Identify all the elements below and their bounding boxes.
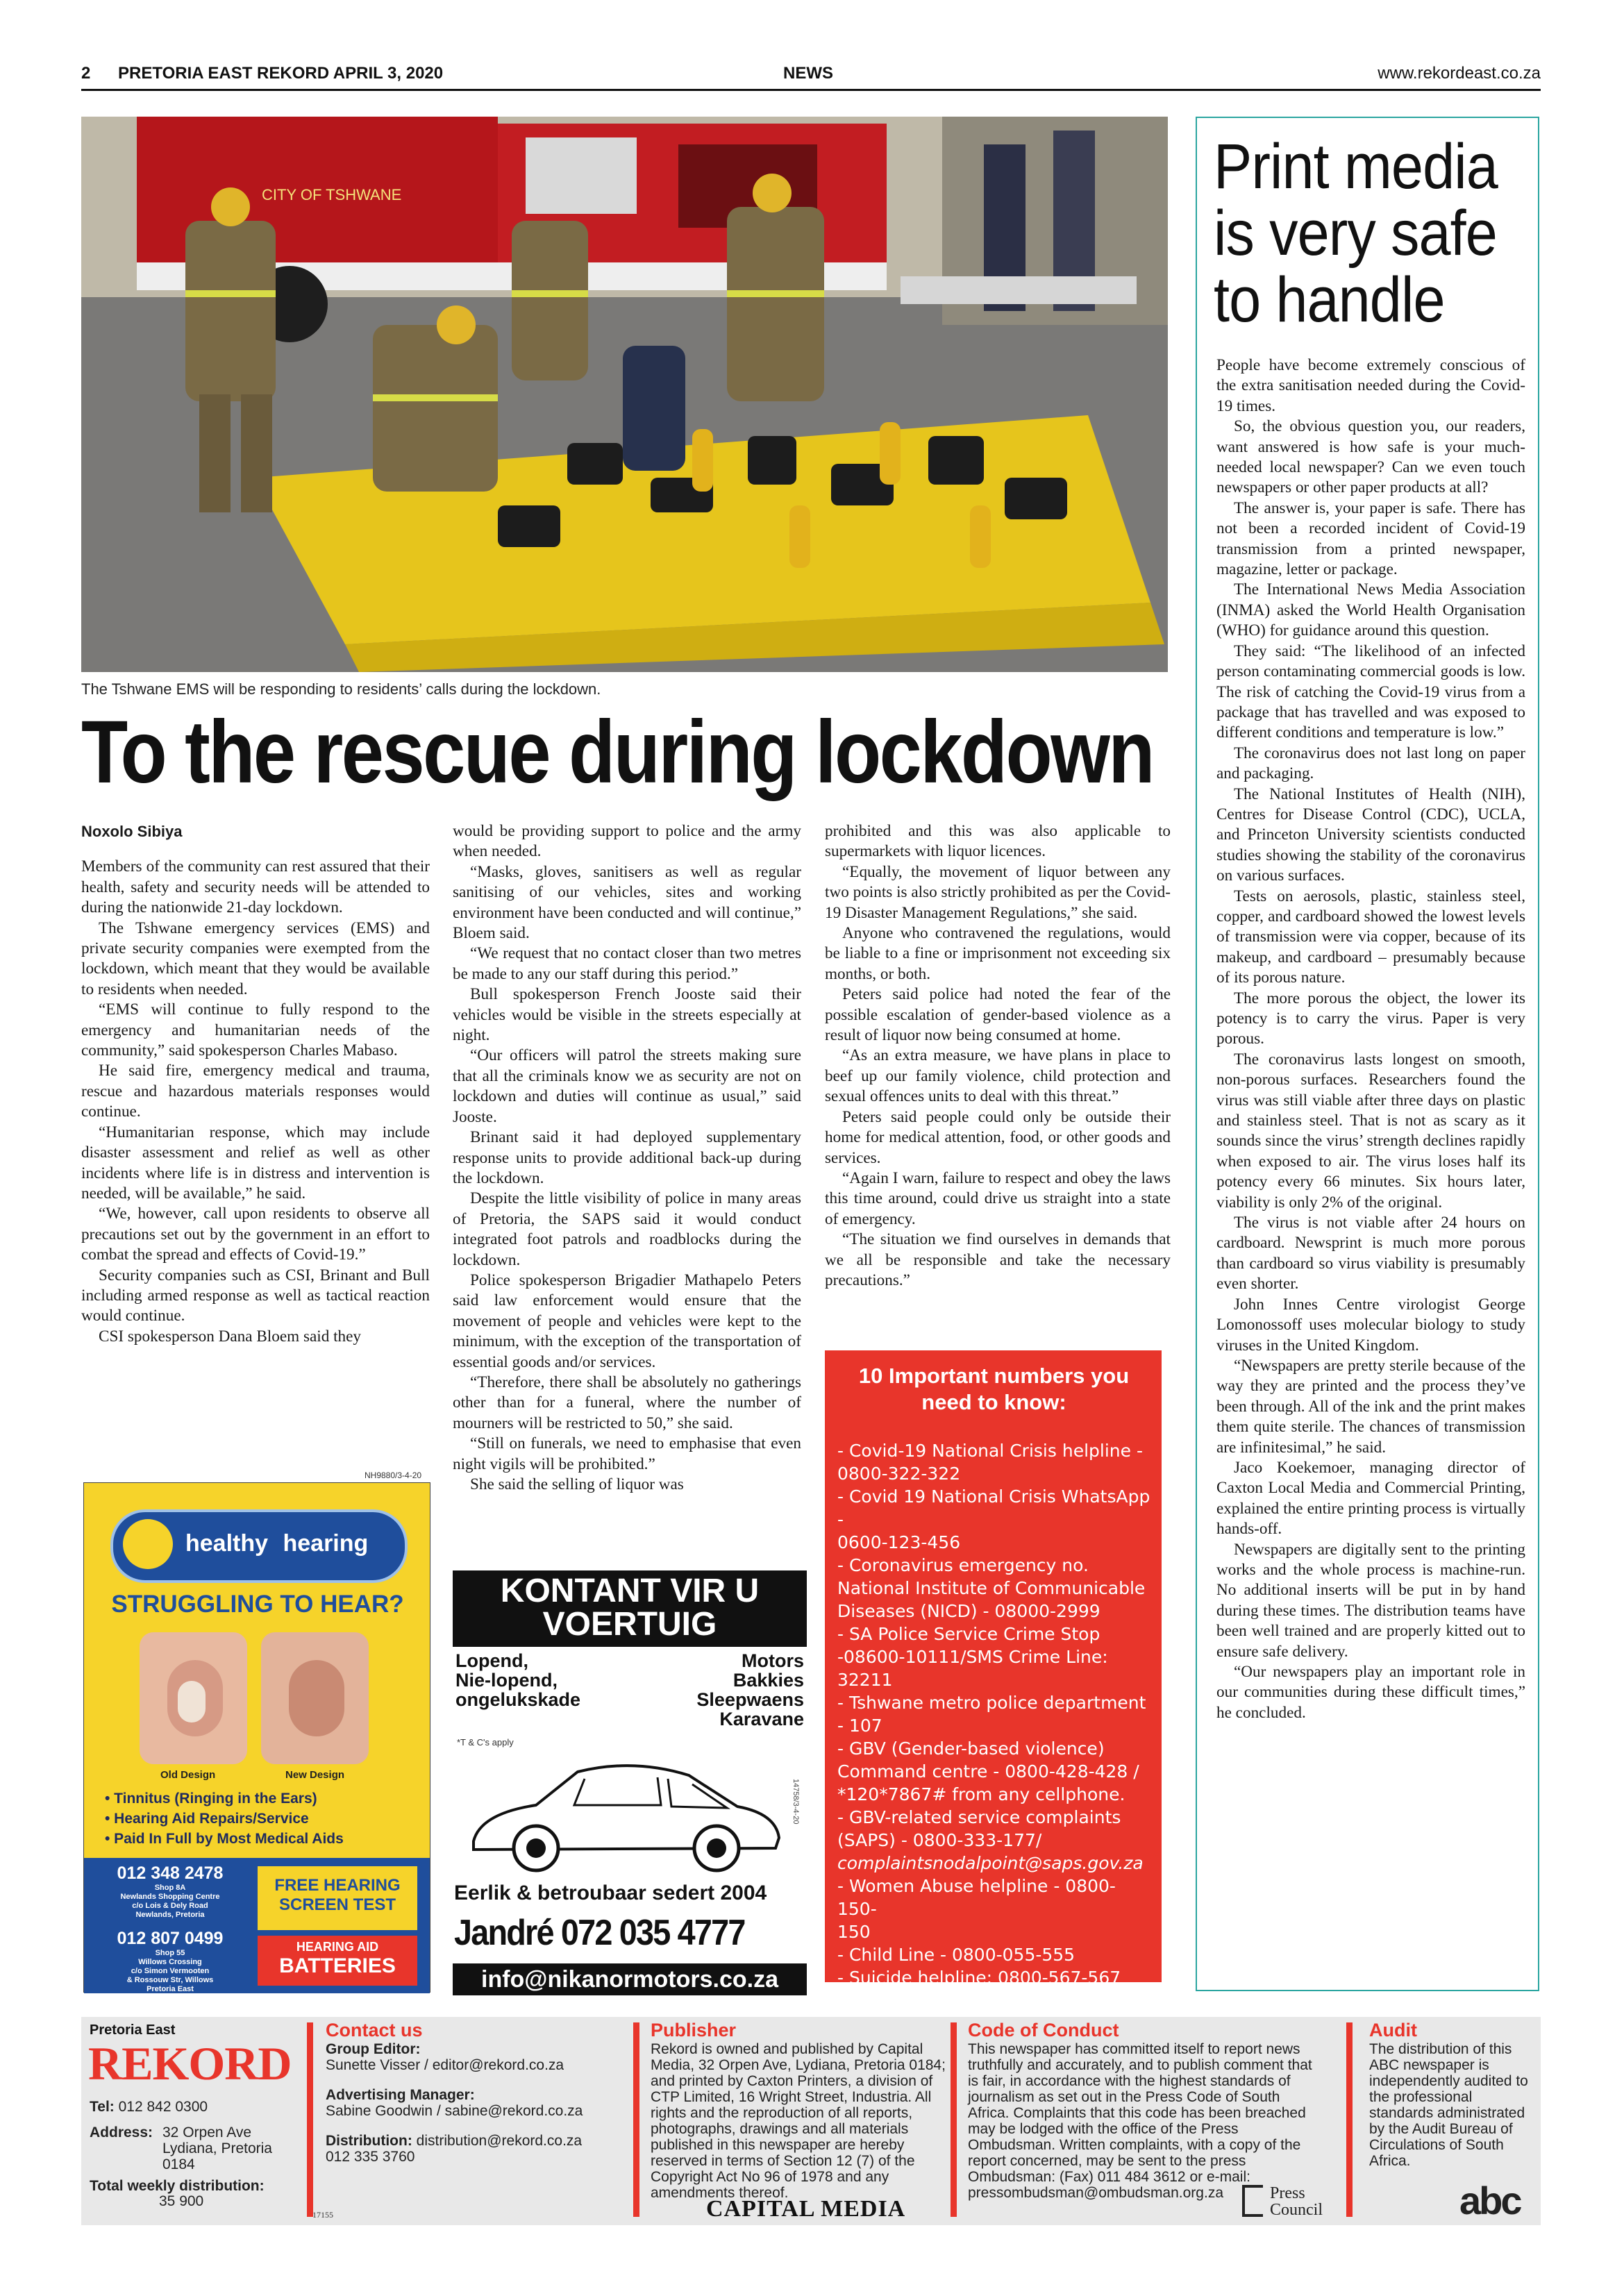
section-divider: [1346, 2022, 1353, 2217]
editor-label: Group Editor:: [326, 2041, 421, 2057]
article-headline: To the rescue during lockdown: [81, 703, 1153, 802]
article-paragraph: Anyone who contravened the regulations, would be liable to a fine or imprisonment not exceeding six months, or both.: [825, 924, 1171, 983]
motors-ad[interactable]: [453, 1570, 807, 1995]
article-paragraph: “EMS will continue to fully respond to the emergency and humanitarian needs of the community,” said spokesperson Charles Mabaso.: [81, 1000, 430, 1060]
distribution-value: 35 900: [159, 2193, 204, 2209]
press-council-logo: Press Council: [1270, 2184, 1323, 2219]
number-line: - Child Line - 0800-055-555: [837, 1945, 1075, 1965]
distribution-contact-label: Distribution:: [326, 2133, 412, 2149]
sidebar-title: Print media is very safe to handle: [1214, 131, 1498, 335]
important-numbers-title: 10 Important numbers you need to know:: [858, 1364, 1130, 1414]
distribution-contact-value[interactable]: distribution@rekord.co.za 012 335 3760: [326, 2133, 583, 2165]
section-divider: [307, 2022, 313, 2217]
ads-label: Advertising Manager:: [326, 2087, 475, 2103]
article-paragraph: would be providing support to police and the army when needed.: [453, 822, 801, 861]
article-paragraph: CSI spokesperson Dana Bloem said they: [99, 1327, 362, 1346]
hearing-bullet: • Tinnitus (Ringing in the Ears): [105, 1791, 317, 1807]
article-paragraph: Despite the little visibility of police in many areas of Pretoria, the SAPS said it would conduct integrated foot patrols and roadblocks during the lockdown.: [453, 1189, 801, 1269]
sidebar-paragraph: Jaco Koekemoer, managing director of Caxton Local Media and Commercial Printing, explained the entire printing process is virtually hands-off.: [1216, 1458, 1525, 1539]
number-line: 0600-123-456: [837, 1532, 961, 1552]
audit-section: [1369, 2020, 1536, 2169]
article-paragraph: “We request that no contact closer than two metres be made to any our staff during this period.”: [453, 944, 801, 983]
sidebar-paragraph: John Innes Centre virologist George Lomonossoff uses molecular biology to study viruses in the United Kingdom.: [1216, 1295, 1525, 1355]
paper-date: PRETORIA EAST REKORD APRIL 3, 2020: [118, 64, 444, 83]
hearing-address-1: Shop 8A Newlands Shopping Centre c/o Lois & Dely Road Newlands, Pretoria: [120, 1884, 220, 1919]
sidebar-paragraph: “Our newspapers play an important role in our communities during these difficult times,” he concluded.: [1216, 1663, 1525, 1722]
number-line: - Covid-19 National Crisis helpline -: [837, 1441, 1143, 1461]
audit-text: The distribution of this ABC newspaper is independently audited to the professional standards administrated by the Audit Bureau of Circulations of South Africa.: [1369, 2041, 1528, 2169]
truck-lettering: CITY OF TSHWANE: [262, 186, 402, 203]
header-rule: [81, 89, 1541, 91]
new-design-label: New Design: [285, 1769, 345, 1781]
tel-label: Tel:: [90, 2099, 115, 2115]
number-line: National Institute of Communicable: [837, 1578, 1146, 1598]
section-divider: [951, 2022, 957, 2217]
number-line: - SA Police Service Crime Stop: [837, 1624, 1100, 1644]
article-paragraph: “Again I warn, failure to respect and obey the laws this time around, could drive us straight into a state of emergency.: [825, 1168, 1171, 1228]
code-text: This newspaper has committed itself to report news truthfully and accurately, and to publish comment that is fair, in accordance with the highest standards of journalism as set out in the Press Code of South Africa. Complaints that this code has been breached may be lodged with the office of the Press Ombudsman. Written complaints, with a copy of the report concerned, may be sent to the press Ombudsman: (Fax) 011 484 3612 or e-mail: pressombudsman@ombudsman.org.za: [968, 2041, 1312, 2201]
article-paragraph: Members of the community can rest assured that their health, safety and security needs will be attended to during the nationwide 21-day lockdown.: [81, 857, 430, 917]
hearing-bullet: • Paid In Full by Most Medical Aids: [105, 1831, 344, 1847]
sidebar-paragraph: The answer is, your paper is safe. There has not been a recorded incident of Covid-19 transmission from a printed newspaper, magazine, letter or package.: [1216, 498, 1525, 579]
number-line: - Tshwane metro police department: [837, 1693, 1146, 1713]
article-paragraph: “Our officers will patrol the streets making sure that all the criminals know we as security are not on lockdown and duties will continue as usual,” said Jooste.: [453, 1046, 801, 1126]
publisher-section: [651, 2020, 949, 2201]
article-paragraph: He said fire, emergency medical and trauma, rescue and hazardous materials responses would continue.: [81, 1062, 430, 1121]
hearing-ad-ref: NH9880/3-4-20: [365, 1470, 422, 1480]
distribution-label: Total weekly distribution:: [90, 2178, 265, 2194]
motors-email[interactable]: info@nikanormotors.co.za: [453, 1963, 807, 1995]
article-paragraph: “Therefore, there shall be absolutely no gatherings other than for a funeral, where the number of mourners will be restricted to 50,” she said.: [453, 1373, 801, 1432]
hearing-phone-1[interactable]: 012 348 2478: [117, 1863, 224, 1883]
sidebar-paragraph: The coronavirus does not last long on paper and packaging.: [1216, 744, 1525, 783]
hearing-bullets: [105, 1788, 344, 1849]
sidebar-paragraph: So, the obvious question you, our readers, want answered is how safe is your much-needed local newspaper? Can we even touch newspapers or other paper products at all?: [1216, 417, 1525, 497]
email-link[interactable]: complaintsnodalpoint@saps.gov.za: [837, 1853, 1144, 1873]
sidebar-paragraph: The virus is not viable after 24 hours on cardboard. Newsprint is much more porous than cardboard so virus viability is presumably even shorter.: [1216, 1214, 1525, 1293]
distribution-contact: [326, 2133, 610, 2165]
sidebar-body: [1216, 355, 1525, 1723]
article-paragraph: Security companies such as CSI, Brinant and Bull including armed response as well as tactical reaction would continue.: [81, 1266, 430, 1325]
number-line: - 107: [837, 1716, 882, 1736]
batteries-small-text: HEARING AID: [296, 1940, 379, 1954]
motors-phone[interactable]: Jandré 072 035 4777: [454, 1913, 745, 1953]
sidebar-paragraph: Newspapers are digitally sent to the printing works and the whole process is machine-run. No additional inserts will be put in by hand during these times. The distribution teams have been well trained and are properly kitted out to ensure safe delivery.: [1216, 1540, 1525, 1661]
news-photo: [81, 117, 1168, 672]
number-line: - Women Abuse helpline - 0800-150-: [837, 1876, 1116, 1919]
batteries-big-text: BATTERIES: [279, 1954, 396, 1977]
hearing-branch-1: [90, 1863, 251, 1920]
article-paragraph: “Equally, the movement of liquor between any two points is also strictly prohibited as per the Covid-19 Disaster Management Regulations,” she said.: [825, 862, 1171, 922]
number-line: - GBV-related service complaints: [837, 1807, 1121, 1827]
motors-ref: 14758/3-4-20: [792, 1779, 800, 1825]
article-paragraph: She said the selling of liquor was: [470, 1475, 684, 1493]
sidebar-paragraph: The International News Media Association (INMA) asked the World Health Organisation (WHO) for guidance around this question.: [1216, 580, 1525, 640]
publisher-heading: Publisher: [651, 2020, 737, 2041]
number-line: - Covid 19 National Crisis WhatsApp -: [837, 1486, 1150, 1530]
number-line: Command centre - 0800-428-428 /: [837, 1761, 1139, 1782]
article-paragraph: Peters said people could only be outside their home for medical attention, food, or other goods and services.: [825, 1107, 1171, 1167]
article-paragraph: The Tshwane emergency services (EMS) and private security companies were exempted from the lockdown, which meant that they would be available to residents when needed.: [81, 919, 430, 998]
sidebar-paragraph: “Newspapers are pretty sterile because of the way they are printed and the process they’ve been through. All of the ink and the print makes them quite sterile. The chances of transmission are infinitesimal,” he said.: [1216, 1356, 1525, 1457]
article-paragraph: “As an extra measure, we have plans in place to beef up our family violence, child protection and sexual offences units to deal with this threat.”: [825, 1046, 1171, 1106]
hearing-ad[interactable]: [83, 1482, 430, 1993]
batteries-badge: [258, 1936, 417, 1986]
abc-logo: abc: [1459, 2179, 1521, 2222]
ads-value[interactable]: Sabine Goodwin / sabine@rekord.co.za: [326, 2103, 583, 2119]
sidebar-paragraph: They said: “The likelihood of an infected person contaminating commercial goods is low. The risk of catching the Covid-19 virus from a package that has travelled and was exposed to different conditions and temperature is low.”: [1216, 642, 1525, 742]
number-line: *120*7867# from any cellphone.: [837, 1784, 1125, 1804]
contact-section: [326, 2020, 610, 2165]
article-column-3: [825, 821, 1171, 1291]
motors-tagline: Eerlik & betroubaar sedert 2004: [454, 1882, 767, 1904]
motors-headline: KONTANT VIR U VOERTUIG: [453, 1570, 807, 1647]
photo-caption: The Tshwane EMS will be responding to residents’ calls during the lockdown.: [81, 680, 601, 698]
number-line: - Coronavirus emergency no.: [837, 1555, 1089, 1575]
article-column-1: [81, 821, 430, 1347]
number-line: Diseases (NICD) - 08000-2999: [837, 1601, 1100, 1621]
tel-row: [90, 2099, 208, 2115]
motors-terms: *T & C's apply: [457, 1737, 514, 1748]
article-paragraph: “The situation we find ourselves in demands that we all be responsible and take the necessary precautions.”: [825, 1230, 1171, 1289]
press-council-icon: [1242, 2185, 1263, 2217]
car-outline-icon: [460, 1744, 786, 1876]
website[interactable]: www.rekordeast.co.za: [1378, 64, 1541, 83]
old-design-label: Old Design: [160, 1769, 216, 1781]
new-design-ear-image: [261, 1632, 369, 1764]
sidebar-paragraph: Tests on aerosols, plastic, stainless steel, copper, and cardboard showed the lowest levels of transmission were via copper, because of its makeup, and cardboard – presumably because of its porous nature.: [1216, 887, 1525, 987]
hearing-contact-panel: [84, 1858, 430, 1993]
page-number: 2: [81, 64, 91, 83]
section-divider: [633, 2022, 639, 2217]
article-paragraph: “Masks, gloves, sanitisers as well as regular sanitising of our vehicles, sites and working environment have been conducted and will continue,” Bloem said.: [453, 862, 801, 943]
hearing-logo-icon: [123, 1519, 173, 1569]
motors-right-text: Motors Bakkies Sleepwaens Karavane: [696, 1650, 804, 1729]
masthead-small: Pretoria East: [90, 2022, 176, 2038]
number-line: (SAPS) - 0800-333-177/: [837, 1830, 1042, 1850]
article-paragraph: prohibited and this was also applicable to supermarkets with liquor licences.: [825, 822, 1171, 861]
article-paragraph: Bull spokesperson French Jooste said their vehicles would be visible in the streets especially at night.: [453, 985, 801, 1045]
footer-ref: 17155: [312, 2210, 333, 2220]
byline: Noxolo Sibiya: [81, 823, 183, 840]
sidebar-paragraph: People have become extremely conscious of the extra sanitisation needed during the Covid-19 times.: [1216, 356, 1525, 415]
article-paragraph: Police spokesperson Brigadier Mathapelo Peters said law enforcement would ensure that the movement of people and vehicles were kept to the minimum, with the exception of the transportation of essential goods and/or services.: [453, 1271, 801, 1371]
footer: [81, 2017, 1541, 2225]
important-numbers-box: [825, 1350, 1162, 1988]
article-paragraph: Peters said police had noted the fear of the possible escalation of gender-based violence as a result of liquor now being consumed at home.: [825, 985, 1171, 1045]
hearing-address-2: Shop 55 Willows Crossing c/o Simon Vermooten & Rossouw Str, Willows Pretoria East: [126, 1949, 214, 1993]
article-paragraph: “Humanitarian response, which may include disaster assessment and relief as well as other incidents where life is in distress and intervention is needed, will be available,” he said.: [81, 1123, 430, 1203]
hearing-phone-2[interactable]: 012 807 0499: [117, 1929, 224, 1948]
tel-value[interactable]: 012 842 0300: [118, 2099, 208, 2115]
number-line: - Suicide helpline: 0800-567-567: [837, 1968, 1121, 1988]
old-design-ear-image: [140, 1632, 247, 1764]
article-column-2: [453, 821, 801, 1495]
capital-media-logo: CAPITAL MEDIA: [706, 2196, 906, 2222]
number-line: 32211: [837, 1670, 893, 1690]
editor-value[interactable]: Sunette Visser / editor@rekord.co.za: [326, 2057, 564, 2073]
number-line: 0800-322-322: [837, 1464, 961, 1484]
hearing-brand-pill: [110, 1509, 408, 1583]
hearing-branch-2: [90, 1929, 251, 1994]
section-label: NEWS: [783, 64, 833, 83]
code-heading: Code of Conduct: [968, 2020, 1119, 2041]
hearing-bullet: • Hearing Aid Repairs/Service: [105, 1811, 309, 1827]
masthead-rekord: REKORD: [88, 2037, 292, 2090]
code-section: [968, 2020, 1322, 2201]
sidebar-paragraph: The coronavirus lasts longest on smooth, non-porous surfaces. Researchers found the virus was still viable after three days on plastic and stainless steel. That is not as scary as it sounds since the virus’ strength declines rapidly when exposed to air. The virus loses half its potency every 66 minutes. Six hours later, viability is only 2% of the original.: [1216, 1050, 1525, 1212]
article-paragraph: Brinant said it had deployed supplementary response units to provide additional back-up during the lockdown.: [453, 1128, 801, 1187]
hearing-headline: STRUGGLING TO HEAR?: [111, 1591, 404, 1618]
number-line: - GBV (Gender-based violence): [837, 1738, 1105, 1759]
audit-heading: Audit: [1369, 2020, 1417, 2041]
number-line: -08600-10111/SMS Crime Line:: [837, 1647, 1108, 1667]
publisher-text: Rekord is owned and published by Capital Media, 32 Orpen Ave, Lydiana, Pretoria 0184; and printed by Caxton Printers, a division of CTP Limited, 16 Wright Street, Industria. All rights and the reproduction of all reports, photographs, drawings and all materials published in this newspaper are hereby reserved in terms of Section 12 (7) of the Copyright Act No 96 of 1978 and any amendments thereof.: [651, 2041, 946, 2201]
number-line: 150: [837, 1922, 871, 1942]
free-test-badge: FREE HEARING SCREEN TEST: [258, 1866, 417, 1930]
sidebar-paragraph: The National Institutes of Health (NIH), Centres for Disease Control (CDC), UCLA, and Princeton University scientists conducted studies showing the stability of the coronavirus on various surfaces.: [1216, 785, 1525, 885]
address-label: Address:: [90, 2125, 153, 2140]
article-paragraph: “We, however, call upon residents to observe all precautions set out by the government in an effort to combat the spread and effects of Covid-19.”: [81, 1205, 430, 1264]
contact-heading: Contact us: [326, 2020, 423, 2041]
motors-left-text: Lopend, Nie-lopend, ongelukskade: [455, 1650, 581, 1710]
article-paragraph: “Still on funerals, we need to emphasise that even night vigils will be prohibited.”: [453, 1434, 801, 1473]
address-value: 32 Orpen Ave Lydiana, Pretoria 0184: [162, 2125, 272, 2172]
hearing-brand: healthy hearing: [185, 1530, 369, 1557]
sidebar-paragraph: The more porous the object, the lower its potency is to carry the virus. Paper is very porous.: [1216, 989, 1525, 1048]
